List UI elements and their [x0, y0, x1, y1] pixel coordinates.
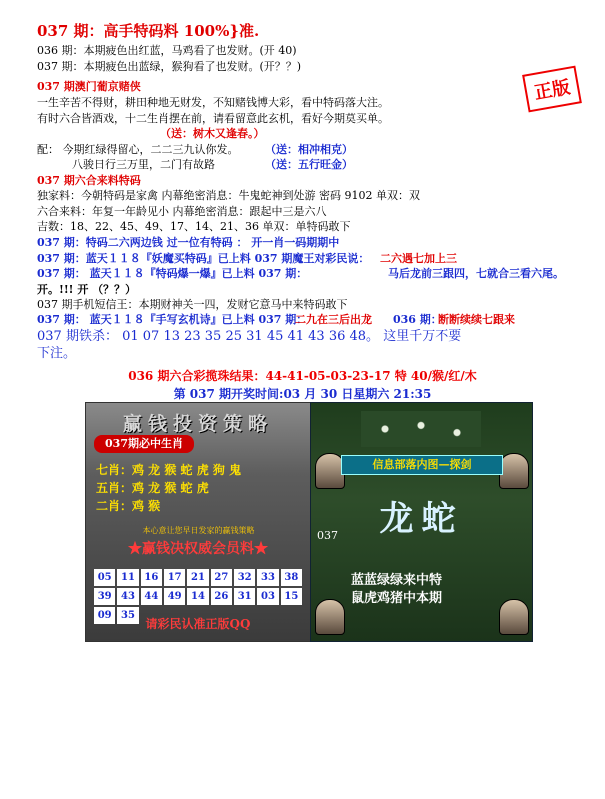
forum-poster [310, 402, 533, 642]
dragon-hint: 二九在三后出龙 [295, 313, 372, 326]
number-cell: 38 [281, 569, 302, 586]
number-cell: 03 [257, 588, 278, 605]
number-cell: 26 [211, 588, 232, 605]
section-header-gambler: 037 期澳门葡京赌侠 [37, 80, 141, 93]
number-grid [94, 569, 302, 621]
poster-footer: 请彩民认准正版QQ [145, 617, 251, 631]
sms-king-line: 037 期手机短信王：本期财神关一四，发财它意马中来特码敢下 [37, 298, 348, 311]
pair-line-2: 八骏日行三万里，二门有故路 [72, 158, 215, 171]
portrait-image [499, 453, 529, 489]
number-cell: 11 [117, 569, 138, 586]
number-cell: 05 [94, 569, 115, 586]
number-cell: 33 [257, 569, 278, 586]
number-cell: 44 [141, 588, 162, 605]
explode-line: 037 期： 蓝天１１８『特码爆一爆』已上料 037 期： [37, 267, 308, 280]
number-cell: 14 [187, 588, 208, 605]
number-cell: 09 [94, 607, 115, 624]
number-cell: 16 [141, 569, 162, 586]
number-cell: 32 [234, 569, 255, 586]
page-title: 037 期：高手特码料 100%}准. [37, 22, 260, 40]
exclusive-line: 独家料：今朝特码是家禽 内幕绝密消息：牛鬼蛇神到处游 密码 9102 单双：双 [37, 189, 420, 202]
issue-number: 037 [317, 529, 338, 542]
lucky-numbers-line: 吉数：18、22、45、49、17、14、21、36 单双：单特码敢下 [37, 220, 351, 233]
kill-label: 037 期铁杀： [37, 329, 118, 344]
hint-line-1: 蓝蓝绿绿来中特 [351, 573, 443, 588]
zodiac-row-5: 五肖：鸡 龙 猴 蛇 虎 [96, 481, 209, 495]
036-label: 036 期： [393, 313, 442, 326]
committee-banner: ★赢钱决权威会员料★ [128, 541, 268, 557]
number-cell: 43 [117, 588, 138, 605]
open-line: 开。!!! 开 （？？） [37, 283, 137, 296]
flower-decoration [361, 411, 481, 447]
pair-line-1: 配： 今期红绿得留心，二二三九认你发。 [37, 143, 239, 156]
demon-hint: 二六遇七加上三 [380, 252, 457, 265]
number-cell: 39 [94, 588, 115, 605]
kill-warning-2: 下注。 [37, 346, 77, 361]
portrait-image [315, 599, 345, 635]
zodiac-list [96, 461, 301, 525]
zodiac-row-7: 七肖：鸡 龙 猴 蛇 虎 狗 鬼 [96, 463, 242, 477]
hint-line-2: 鼠虎鸡猪中本期 [351, 591, 443, 606]
line-036-color: 036 期：本期疲色出红蓝，马鸡看了也发财。(开 40) [37, 44, 297, 57]
gift-note-2: （送：相冲相克） [265, 143, 353, 156]
kill-numbers: 01 07 13 23 35 25 31 45 41 43 36 48。 [122, 329, 380, 344]
zodiac-badge: 037期必中生肖 [94, 435, 194, 453]
strategy-poster [85, 402, 311, 642]
number-cell: 31 [234, 588, 255, 605]
explode-hint: 马后龙前三跟四，七就合三看六尾。 [388, 267, 564, 280]
kill-warning: 这里千万不要 [383, 329, 462, 344]
gift-note-1: （送：树木又逢春。） [160, 127, 265, 140]
number-cell: 49 [164, 588, 185, 605]
draw-result: 036 期六合彩揽珠结果：44-41-05-03-23-17 特 40/猴/红/木 [128, 369, 477, 383]
source-line: 六合来料：年复一年龄见小 内幕绝密消息：跟起中三是六八 [37, 205, 327, 218]
portrait-image [499, 599, 529, 635]
draw-time: 第 037 期开奖时间:03 月 30 日星期六 21:35 [173, 387, 432, 401]
featured-zodiac: 龙蛇 [379, 499, 464, 539]
authentic-stamp: 正版 [522, 66, 582, 113]
number-cell: 17 [164, 569, 185, 586]
poem-line-1: 一生辛苦不得财，耕田种地无财发，不知赌钱博大彩，看中特码落大注。 [37, 96, 389, 109]
section-header-special: 037 期六合来料特码 [37, 174, 141, 187]
kill-numbers-line [37, 329, 461, 345]
forum-banner: 信息部落内图—探剑 [341, 455, 503, 475]
line-037-color: 037 期：本期疲色出蓝绿，猴狗看了也发财。(开？？) [37, 60, 302, 73]
poem-handwritten-line: 037 期： 蓝天１１８『手写玄机诗』已上料 037 期： [37, 313, 308, 326]
poster-title: 赢钱投资策略 [122, 413, 273, 435]
number-cell: 35 [117, 607, 138, 624]
demon-line: 037 期：蓝天１１８『妖魔买特码』已上料 037 期魔王对彩民说： [37, 252, 370, 265]
gift-note-3: （送：五行旺金） [265, 158, 353, 171]
zodiac-row-2: 二肖：鸡 猴 [96, 499, 161, 513]
special-code-line: 037 期：特码二六两边钱 过一位有特码 ： 开一肖一码期期中 [37, 236, 340, 249]
number-cell: 27 [211, 569, 232, 586]
poem-line-2: 有时六合皆酒戏，十二生肖摆在前，请看留意此玄机，看好今期莫买单。 [37, 112, 389, 125]
number-cell: 21 [187, 569, 208, 586]
number-cell: 15 [281, 588, 302, 605]
seven-hint: 断断续续七跟来 [438, 313, 515, 326]
poster-note: 本心意让您早日发家的赢钱策略 [142, 526, 255, 535]
